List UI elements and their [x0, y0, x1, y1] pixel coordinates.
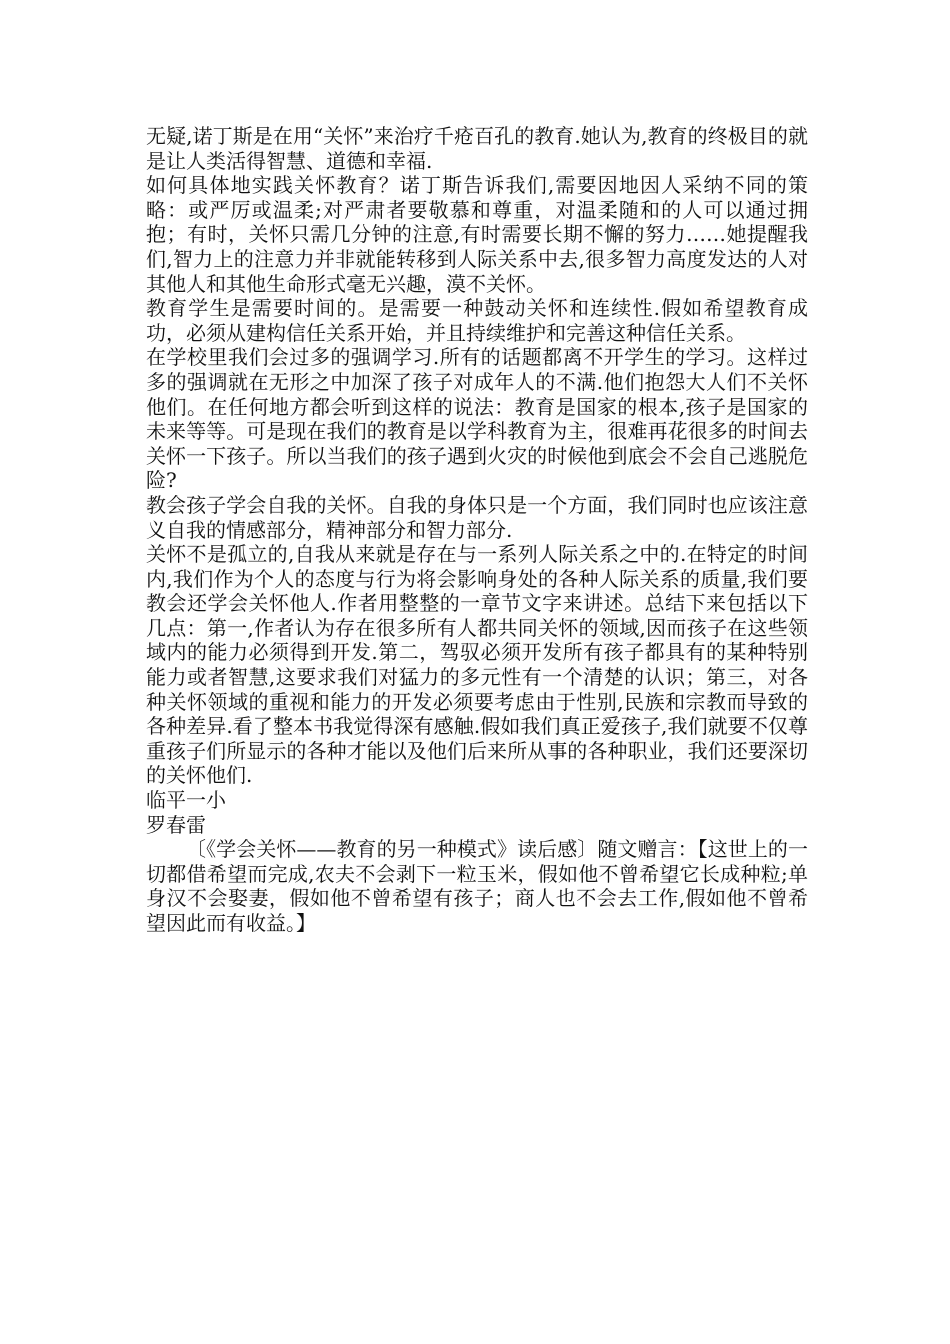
paragraph-time: 教育学生是需要时间的。是需要一种鼓动关怀和连续性.假如希望教育成功，必须从建构信任关系开始，并且持续维护和完善这种信任关系。: [146, 296, 808, 345]
paragraph-self-care: 教会孩子学会自我的关怀。自我的身体只是一个方面，我们同时也应该注意义自我的情感部分，精神部分和智力部分.: [146, 492, 808, 542]
author-name: 罗春雷: [146, 812, 206, 837]
paragraph-practice: 如何具体地实践关怀教育？诺丁斯告诉我们,需要因地因人采纳不同的策略：或严厉或温柔;对严肃者要敬慕和尊重，对温柔随和的人可以通过拥抱；有时，关怀只需几分钟的注意,有时需要长期不懈的努力……她提醒我们,智力上的注意力并非就能转移到人际关系中去,很多智力高度发达的人对其他人和其他生命形式毫无兴趣，漠不关怀。: [146, 173, 808, 296]
document-body: [146, 124, 808, 936]
author-school: 临平一小: [146, 788, 226, 813]
paragraph-school: 在学校里我们会过多的强调学习.所有的话题都离不开学生的学习。这样过多的强调就在无形之中加深了孩子对成年人的不满.他们抱怨大人们不关怀他们。在任何地方都会听到这样的说法：教育是国家的根本,孩子是国家的未来等等。可是现在我们的教育是以学科教育为主，很难再花很多的时间去关怀一下孩子。所以当我们的孩子遇到火灾的时候他到底会不会自己逃脱危险?: [146, 345, 808, 493]
paragraph-intro: 无疑,诺丁斯是在用“关怀”来治疗千疮百孔的教育.她认为,教育的终极目的就是让人类活得智慧、道德和幸福.: [146, 124, 808, 173]
paragraph-relationships: 关怀不是孤立的,自我从来就是存在与一系列人际关系之中的.在特定的时间内,我们作为个人的态度与行为将会影响身处的各种人际关系的质量,我们要教会还学会关怀他人.作者用整整的一章节文字来讲述。总结下来包括以下几点：第一,作者认为存在很多所有人都共同关怀的领域,因而孩子在这些领域内的能力必须得到开发.第二，驾驭必须开发所有孩子都具有的某种特别能力或者智慧,这要求我们对猛力的多元性有一个清楚的认识；第三，对各种关怀领域的重视和能力的开发必须要考虑由于性别,民族和宗教而导致的各种差异.看了整本书我觉得深有感触.假如我们真正爱孩子,我们就要不仅尊重孩子们所显示的各种才能以及他们后来所从事的各种职业，我们还要深切的关怀他们.: [146, 542, 808, 788]
closing-quote: 〔《学会关怀——教育的另一种模式》读后感〕随文赠言：【这世上的一切都借希望而完成,农夫不会剥下一粒玉米，假如他不曾希望它长成种粒;单身汉不会娶妻，假如他不曾希望有孩子；商人也不会去工作,假如他不曾希望因此而有收益。】: [146, 837, 808, 935]
